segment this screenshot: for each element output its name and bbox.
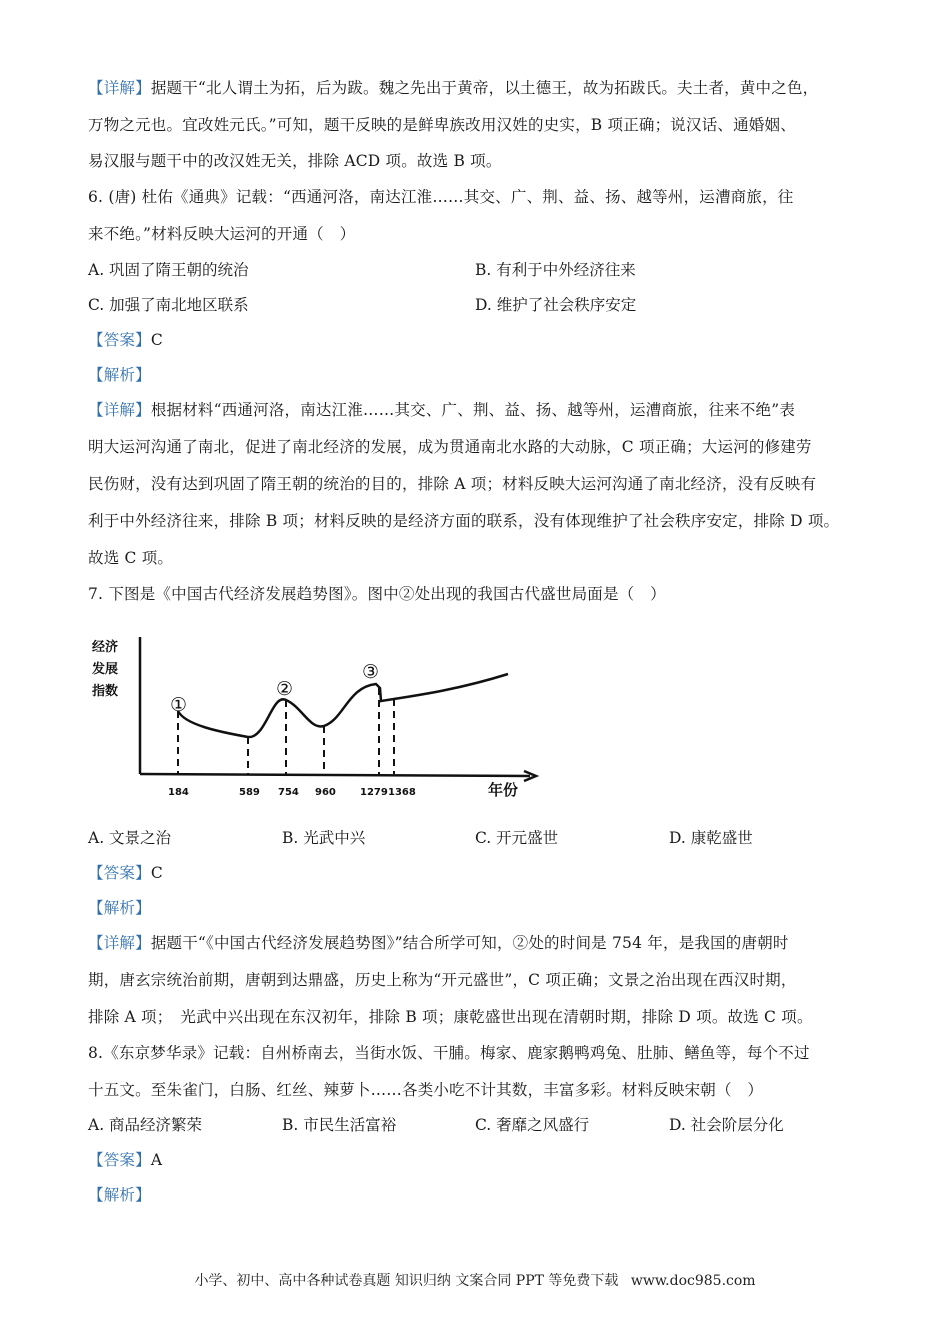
- y-label-line: 经济: [92, 640, 119, 655]
- x-tick-label: 184: [168, 787, 189, 798]
- x-tick-label: 1368: [388, 787, 416, 798]
- trend-curve: [178, 674, 508, 737]
- q7-analysis-tag: 【解析】: [88, 899, 151, 917]
- q8-analysis-tag: 【解析】: [88, 1186, 151, 1204]
- marker-label: ①: [170, 694, 188, 716]
- q6-option-a: A. 巩固了隋王朝的统治: [88, 261, 249, 279]
- page-footer: [0, 1270, 950, 1290]
- x-axis: [140, 774, 530, 776]
- q6-stem-line-2: 来不绝。”材料反映大运河的开通（ ）: [88, 225, 356, 243]
- q6-analysis-tag: 【解析】: [88, 366, 151, 384]
- x-axis-label: 年份: [488, 781, 519, 799]
- q5-detail-line-2: 万物之元也。宜改姓元氏。”可知，题干反映的是鲜卑族改用汉姓的史实，B 项正确；说汉话、通婚姻、: [88, 116, 796, 134]
- x-tick-label: 960: [315, 787, 336, 798]
- footer-text: 小学、初中、高中各种试卷真题 知识归纳 文案合同 PPT 等免费下载: [194, 1273, 619, 1289]
- q5-detail-line-3: 易汉服与题干中的改汉姓无关，排除 ACD 项。故选 B 项。: [88, 152, 502, 170]
- q6-detail-line-3: 民伤财，没有达到巩固了隋王朝的统治的目的，排除 A 项；材料反映大运河沟通了南北经济，没有反映有: [88, 475, 817, 493]
- y-label-line: 指数: [92, 684, 119, 699]
- q6-answer: 【答案】C: [88, 331, 163, 349]
- y-axis-label: [91, 639, 118, 699]
- q6-option-d: D. 维护了社会秩序安定: [475, 296, 637, 314]
- q6-detail-line-5: 故选 C 项。: [88, 549, 174, 567]
- y-label-line: 发展: [92, 662, 119, 677]
- q6-detail-line-1: 【详解】根据材料“西通河洛，南达江淮……其交、广、荆、益、扬、越等州，运漕商旅，往来不绝”表: [88, 401, 796, 419]
- footer-link[interactable]: www.doc985.com: [630, 1273, 756, 1289]
- q8-option-c: C. 奢靡之风盛行: [475, 1116, 590, 1134]
- x-tick-label: 1279: [360, 787, 388, 798]
- q7-option-b: B. 光武中兴: [282, 829, 366, 847]
- marker-label: ③: [362, 661, 380, 683]
- q8-option-b: B. 市民生活富裕: [282, 1116, 397, 1134]
- q7-option-d: D. 康乾盛世: [669, 829, 753, 847]
- economic-trend-chart: [90, 625, 550, 810]
- q6-option-b: B. 有利于中外经济往来: [475, 261, 636, 279]
- q7-answer: 【答案】C: [88, 864, 163, 882]
- q8-option-a: A. 商品经济繁荣: [88, 1116, 203, 1134]
- q7-option-a: A. 文景之治: [88, 829, 172, 847]
- q7-detail-line-3: 排除 A 项； 光武中兴出现在东汉初年，排除 B 项；康乾盛世出现在清朝时期，排除 D 项。故选 C 项。: [88, 1008, 813, 1026]
- detail-tag: 【详解】: [88, 79, 151, 97]
- q6-stem-line-1: 6. (唐) 杜佑《通典》记载：“西通河洛，南达江淮……其交、广、荆、益、扬、越等州，运漕商旅，往: [88, 188, 794, 206]
- q5-detail-line-1: 【详解】据题干“北人谓土为拓，后为跋。魏之先出于黄帝，以土德王，故为拓跋氏。夫土者，黄中之色，: [88, 79, 819, 97]
- q7-option-c: C. 开元盛世: [475, 829, 559, 847]
- q8-answer: 【答案】A: [88, 1151, 163, 1169]
- q7-detail-line-2: 期，唐玄宗统治前期，唐朝到达鼎盛，历史上称为“开元盛世”，C 项正确；文景之治出现在西汉时期，: [88, 971, 797, 989]
- q7-detail-line-1: 【详解】据题干“《中国古代经济发展趋势图》”结合所学可知，②处的时间是 754 年，是我国的唐朝时: [88, 934, 789, 952]
- q6-detail-line-4: 利于中外经济往来，排除 B 项；材料反映的是经济方面的联系，没有体现维护了社会秩序安定，排除 D 项。: [88, 512, 840, 530]
- q6-option-c: C. 加强了南北地区联系: [88, 296, 249, 314]
- q8-stem-line-1: 8.《东京梦华录》记载：自州桥南去，当街水饭、干脯。梅家、鹿家鹅鸭鸡兔、肚肺、鳝鱼等，每个不过: [88, 1044, 810, 1062]
- q7-stem: 7. 下图是《中国古代经济发展趋势图》。图中②处出现的我国古代盛世局面是（ ）: [88, 585, 666, 603]
- x-tick-label: 589: [239, 787, 260, 798]
- q6-detail-line-2: 明大运河沟通了南北，促进了南北经济的发展，成为贯通南北水路的大动脉，C 项正确；大运河的修建劳: [88, 438, 812, 456]
- marker-label: ②: [276, 678, 294, 700]
- q8-option-d: D. 社会阶层分化: [669, 1116, 784, 1134]
- q8-stem-line-2: 十五文。至朱雀门，白肠、红丝、辣萝卜……各类小吃不计其数，丰富多彩。材料反映宋朝（ ）: [88, 1081, 764, 1099]
- x-tick-label: 754: [278, 787, 299, 798]
